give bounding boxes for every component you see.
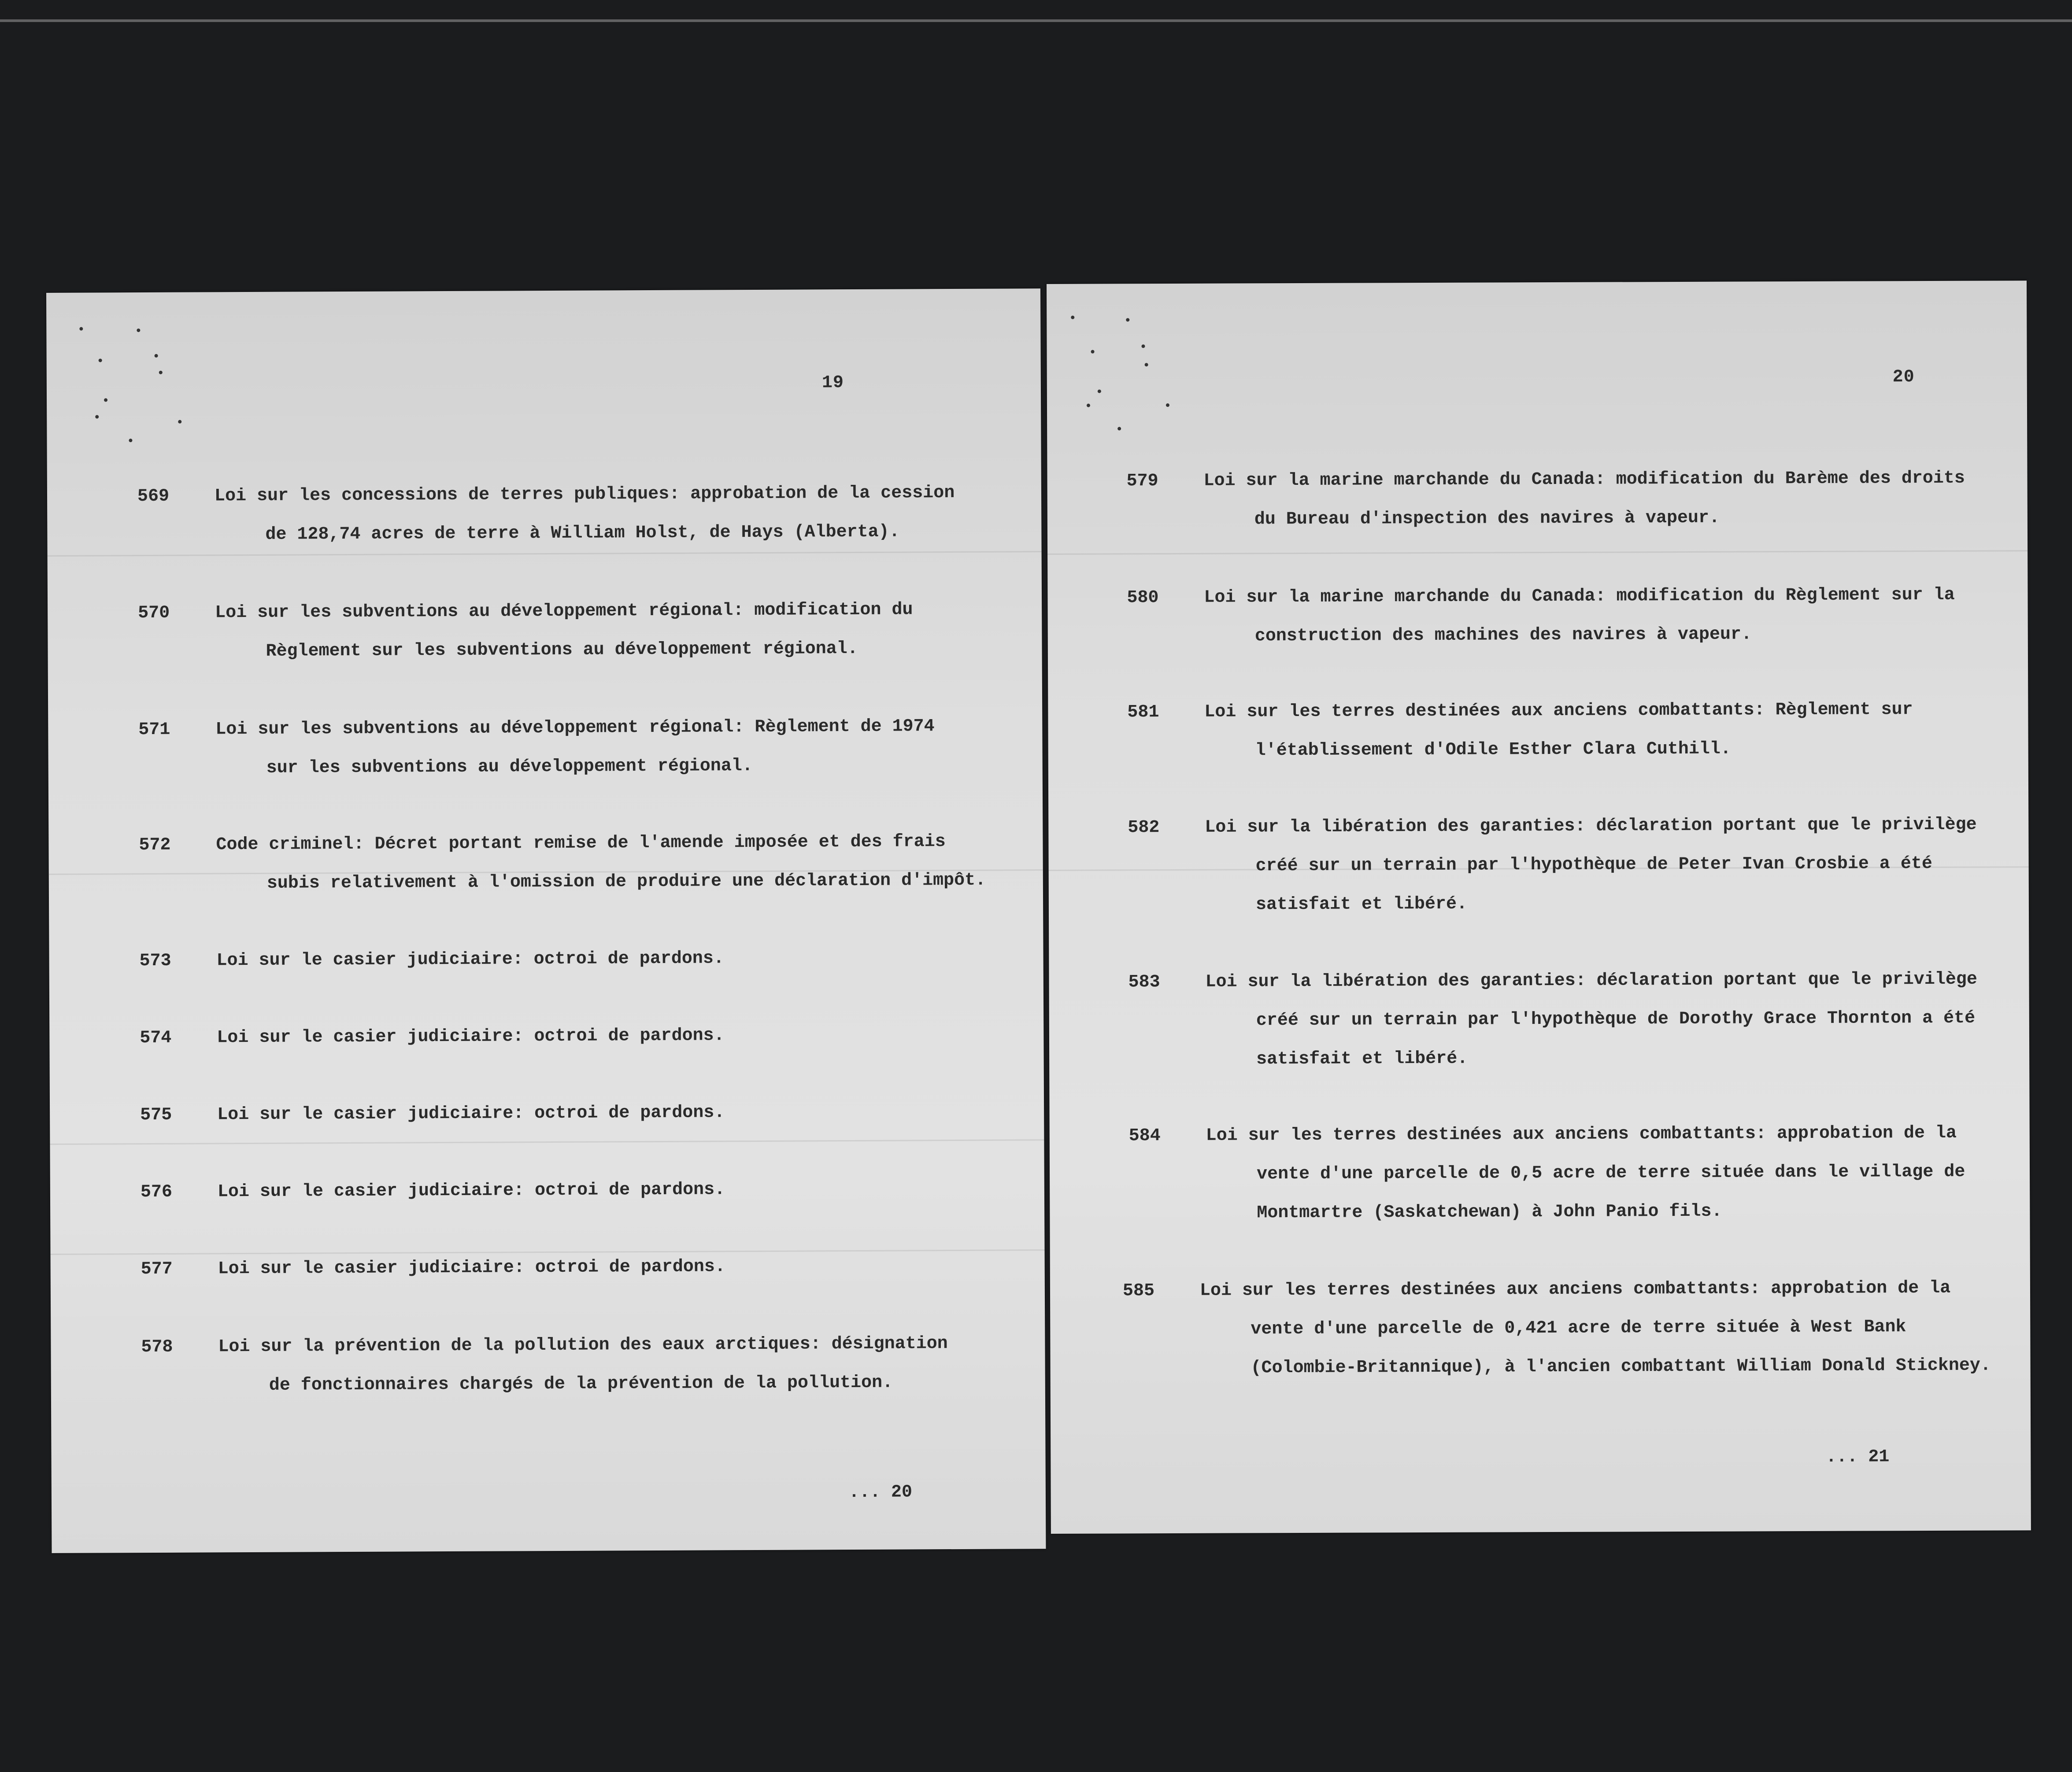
entry-line: Loi sur la marine marchande du Canada: modification du Barème des droits — [1203, 468, 1965, 491]
entry-number: 573 — [139, 951, 171, 971]
continued-marker: ... 21 — [1826, 1447, 1890, 1467]
entry-number: 569 — [137, 486, 170, 507]
entry-line: subis relativement à l'omission de produire une déclaration d'impôt. — [266, 870, 986, 893]
scan-artifact-line — [50, 1139, 1044, 1145]
punch-hole-mark — [1141, 344, 1145, 348]
entry-number: 578 — [141, 1337, 173, 1358]
entry-line: Règlement sur les subventions au développement régional. — [266, 639, 858, 661]
punch-hole-mark — [1098, 390, 1101, 393]
punch-hole-mark — [178, 420, 181, 424]
punch-hole-mark — [104, 398, 107, 402]
punch-hole-mark — [1091, 350, 1095, 354]
page-number: 19 — [821, 373, 844, 393]
entry-line: vente d'une parcelle de 0,421 acre de terre située à West Bank — [1251, 1317, 1906, 1340]
punch-hole-mark — [159, 371, 163, 374]
punch-hole-mark — [1126, 318, 1129, 321]
entry-line: Loi sur la libération des garanties: déclaration portant que le privilège — [1205, 815, 1977, 838]
entry-number: 579 — [1126, 471, 1158, 491]
page-number: 20 — [1892, 367, 1915, 388]
entry-number: 585 — [1122, 1281, 1155, 1301]
entry-line: vente d'une parcelle de 0,5 acre de terre située dans le village de — [1256, 1162, 1965, 1185]
entry-number: 584 — [1128, 1126, 1161, 1146]
entry-line: satisfait et libéré. — [1256, 1048, 1468, 1070]
entry-number: 577 — [141, 1259, 173, 1280]
entry-number: 571 — [138, 720, 170, 740]
punch-hole-mark — [79, 327, 83, 331]
punch-hole-mark — [95, 415, 99, 418]
punch-hole-mark — [137, 329, 140, 332]
entry-line: Code criminel: Décret portant remise de l'amende imposée et des frais — [216, 832, 946, 855]
entry-line: Loi sur le casier judiciaire: octroi de pardons. — [217, 1103, 725, 1125]
entry-number: 572 — [139, 835, 171, 856]
entry-number: 575 — [140, 1105, 172, 1126]
punch-hole-mark — [129, 439, 132, 442]
entry-line: Loi sur les concessions de terres publiques: approbation de la cession — [214, 483, 955, 506]
entry-line: de fonctionnaires chargés de la prévention de la pollution. — [269, 1373, 893, 1395]
punch-hole-mark — [99, 358, 102, 362]
entry-line: Loi sur le casier judiciaire: octroi de pardons. — [216, 949, 724, 971]
punch-hole-mark — [1087, 404, 1090, 407]
entry-number: 583 — [1128, 972, 1160, 993]
entry-number: 581 — [1127, 702, 1159, 723]
punch-hole-mark — [1145, 363, 1148, 366]
entry-line: construction des machines des navires à vapeur. — [1254, 624, 1752, 646]
entry-number: 574 — [140, 1028, 172, 1048]
punch-hole-mark — [155, 354, 158, 358]
entry-line: Loi sur le casier judiciaire: octroi de pardons. — [217, 1180, 725, 1202]
document-page-left — [46, 288, 1046, 1553]
entry-line: Loi sur les terres destinées aux anciens combattants: Règlement sur — [1204, 700, 1913, 722]
entry-line: l'établissement d'Odile Esther Clara Cuthill. — [1255, 739, 1731, 761]
entry-line: Montmartre (Saskatchewan) à John Panio fils. — [1257, 1201, 1722, 1223]
entry-line: Loi sur la prévention de la pollution des eaux arctiques: désignation — [218, 1334, 948, 1357]
entry-line: Loi sur la libération des garanties: déclaration portant que le privilège — [1205, 969, 1977, 992]
entry-line: Loi sur les subventions au développement régional: Règlement de 1974 — [215, 716, 935, 740]
entry-line: du Bureau d'inspection des navires à vapeur. — [1254, 508, 1720, 530]
punch-hole-mark — [1071, 316, 1074, 319]
entry-line: Loi sur les terres destinées aux anciens combattants: approbation de la — [1199, 1278, 1951, 1301]
punch-hole-mark — [1117, 427, 1121, 430]
entry-line: de 128,74 acres de terre à William Holst, de Hays (Alberta). — [265, 522, 900, 545]
film-edge-rule — [0, 19, 2072, 22]
entry-line: Loi sur le casier judiciaire: octroi de pardons. — [218, 1257, 725, 1279]
punch-hole-mark — [1166, 403, 1169, 407]
document-page-right — [1047, 281, 2031, 1534]
scan-artifact-line — [1047, 550, 2028, 555]
entry-line: créé sur un terrain par l'hypothèque de Dorothy Grace Thornton a été — [1256, 1008, 1976, 1031]
entry-line: satisfait et libéré. — [1255, 894, 1468, 915]
entry-line: créé sur un terrain par l'hypothèque de Peter Ivan Crosbie a été — [1255, 853, 1932, 876]
entry-line: Loi sur la marine marchande du Canada: modification du Règlement sur la — [1204, 585, 1955, 608]
entry-line: Loi sur les subventions au développement régional: modification du — [215, 600, 913, 623]
entry-number: 582 — [1128, 818, 1160, 838]
entry-number: 580 — [1127, 588, 1159, 608]
entry-line: (Colombie-Britannique), à l'ancien combattant William Donald Stickney. — [1251, 1355, 1991, 1378]
entry-line: Loi sur les terres destinées aux anciens combattants: approbation de la — [1206, 1123, 1957, 1146]
continued-marker: ... 20 — [848, 1482, 913, 1503]
entry-line: Loi sur le casier judiciaire: octroi de pardons. — [217, 1026, 725, 1048]
entry-number: 576 — [140, 1182, 173, 1203]
entry-line: sur les subventions au développement régional. — [266, 756, 753, 778]
entry-number: 570 — [138, 603, 170, 624]
